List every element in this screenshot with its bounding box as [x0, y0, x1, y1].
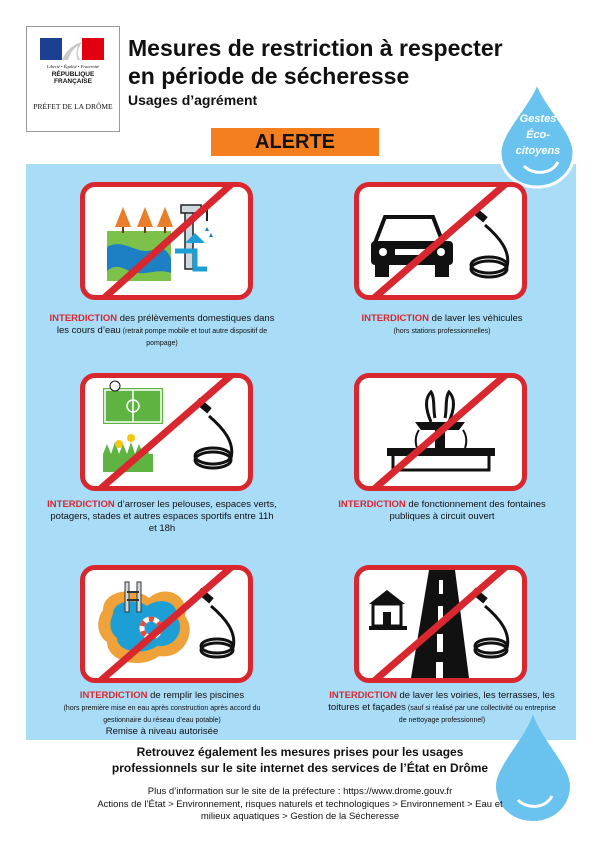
footer-info: Plus d’information sur le site de la préfecture : https://www.drome.gouv.fr Actions de l’État > Environnement, risques naturels et technologiques > Environnement > Eau et milieux aquatiques > Gestion de la Sécheresse	[97, 786, 503, 822]
road-washing-icon	[359, 570, 522, 678]
page-title: Mesures de restriction à respecter en période de sécheresse	[128, 35, 503, 89]
fountain-icon	[359, 378, 522, 486]
restriction-caption-fountain: INTERDICTION de fonctionnement des fontaines publiques à circuit ouvert	[338, 499, 546, 522]
restriction-panel-river	[80, 182, 253, 300]
restriction-panel-pool	[80, 565, 253, 683]
pool-filling-icon	[85, 570, 248, 678]
restriction-caption-lawn: INTERDICTION d’arroser les pelouses, espaces verts, potagers, stades et autres espaces sportifs entre 11h et 18h	[47, 499, 277, 534]
restriction-panel-road	[354, 565, 527, 683]
republic-name: RÉPUBLIQUE FRANÇAISE	[51, 71, 95, 85]
republic-motto: Liberté • Égalité • Fraternité	[46, 64, 100, 69]
marianne-flag-icon	[40, 38, 104, 60]
restriction-panel-lawn	[80, 373, 253, 491]
restriction-panel-fountain	[354, 373, 527, 491]
page-subtitle: Usages d’agrément	[128, 92, 258, 108]
eco-gestures-label: Gestes Éco- citoyens	[515, 113, 561, 157]
alert-level-badge: ALERTE	[211, 128, 379, 156]
lawn-watering-icon	[85, 378, 248, 486]
restriction-caption-pool: INTERDICTION de remplir les piscines (hors première mise en eau après construction après accord du gestionnaire du réseau d’eau potable) Remise à niveau autorisée	[63, 690, 261, 737]
restriction-caption-river: INTERDICTION des prélèvements domestiques dans les cours d’eau (retrait pompe mobile et tout autre dispositif de pompage)	[49, 313, 275, 347]
restriction-caption-road: INTERDICTION de laver les voiries, les terrasses, les toitures et façades (sauf si réalisé par une collectivité ou entreprise de nettoyage professionnel)	[328, 690, 556, 724]
prefecture-logo	[26, 26, 120, 132]
car-washing-icon	[359, 187, 522, 295]
footer-notice: Retrouvez également les mesures prises pour les usages professionnels sur le site internet des services de l’État en Drôme	[111, 745, 489, 775]
restriction-panel-car	[354, 182, 527, 300]
restriction-caption-car: INTERDICTION de laver les véhicules (hors stations professionnelles)	[361, 313, 523, 335]
prefecture-name: PRÉFET DE LA DRÔME	[33, 102, 113, 111]
river-pumping-icon	[85, 187, 248, 295]
